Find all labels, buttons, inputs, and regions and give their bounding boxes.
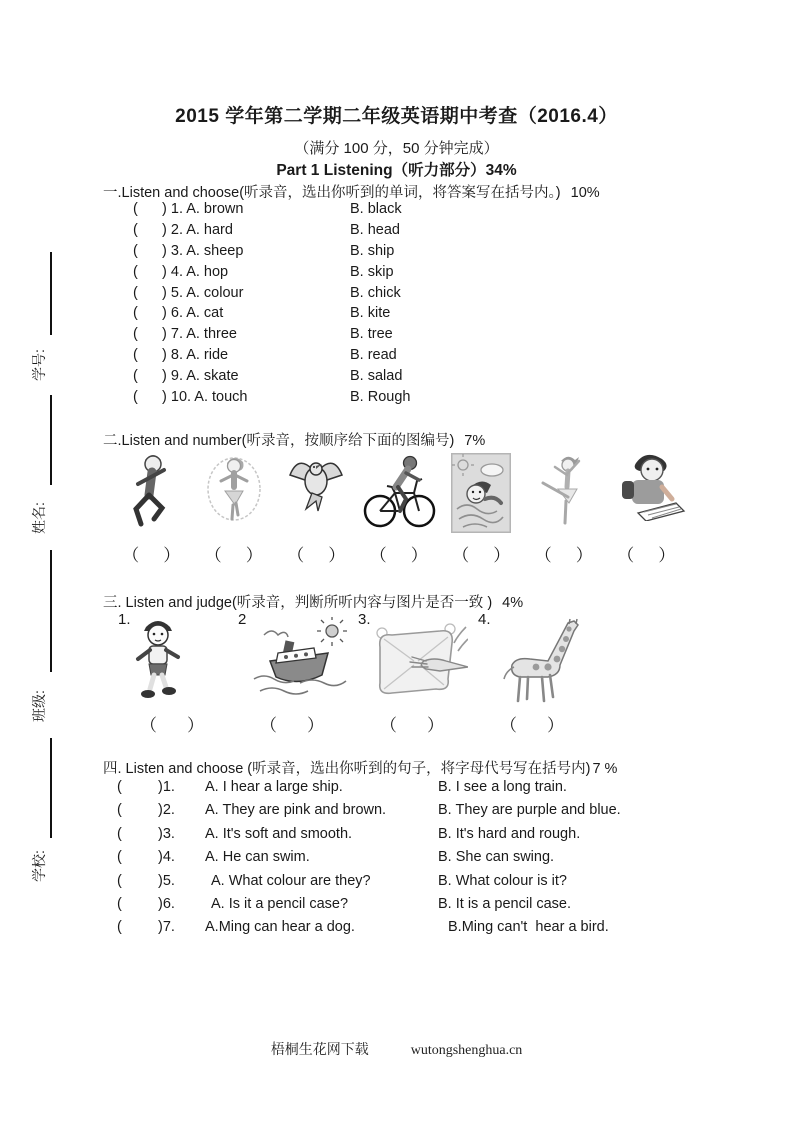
item-number: 4. — [170, 263, 183, 280]
section3-heading — [103, 591, 523, 612]
section2-heading-text: 二.Listen and number(听录音，按顺序给下面的图编号) — [103, 433, 455, 449]
answer-blank-open[interactable]: ( — [117, 779, 122, 795]
answer-blank[interactable] — [232, 711, 352, 736]
blank-close: ） — [658, 546, 676, 565]
s1-item-6 — [103, 305, 703, 326]
answer-blank-close: ) — [158, 802, 163, 819]
option-a: A. He can swim. — [205, 849, 310, 866]
school-blank-line — [50, 738, 52, 838]
picture-cell — [358, 453, 441, 535]
option-b: B. chick — [350, 284, 401, 301]
option-b: B. What colour is it? — [438, 872, 567, 889]
option-a: A. colour — [186, 284, 244, 301]
section1-heading — [103, 181, 600, 202]
student-name-blank-line — [50, 395, 52, 485]
s4-item-4 — [103, 849, 723, 872]
blank-open: （ — [452, 546, 470, 565]
item-number: 6. — [170, 305, 183, 322]
item-number: 1. — [170, 201, 183, 217]
part1-header: Part 1 Listening（听力部分）34% — [276, 162, 517, 179]
boy-writing-at-desk-image — [606, 453, 686, 521]
item-number: 3. — [162, 825, 175, 842]
blank-close: ） — [427, 716, 444, 735]
section4-heading-text: 四. Listen and choose (听录音，选出你听到的句子，将字母代号写在括号内) — [103, 761, 591, 777]
item-number: 2. — [162, 802, 175, 819]
picture-cell — [112, 611, 232, 711]
footer-site-name: 梧桐生花网下载 — [270, 1043, 369, 1058]
option-a: A. I hear a large ship. — [205, 779, 343, 795]
class-blank-line — [50, 550, 52, 672]
option-a: A. It's soft and smooth. — [205, 825, 353, 842]
answer-blank-close: ) — [158, 825, 163, 842]
student-name-label: 姓名: — [31, 502, 47, 534]
answer-blank-close: ) — [162, 284, 167, 301]
answer-blank[interactable] — [440, 541, 523, 566]
picture-cell — [275, 453, 358, 535]
item-number: 6. — [162, 895, 175, 912]
blank-close: ） — [547, 716, 564, 735]
picture-cell — [523, 453, 606, 535]
option-b: B. She can swing. — [438, 849, 555, 866]
option-b: B. ship — [350, 242, 395, 259]
blank-close: ） — [493, 546, 511, 565]
s4-item-1 — [103, 779, 723, 802]
answer-blank-open[interactable]: ( — [133, 221, 138, 238]
blank-close: ） — [163, 546, 181, 565]
section3-heading-text: 三. Listen and judge(听录音，判断所听内容与图片是否一致 ) — [103, 595, 493, 611]
picture-cell — [605, 453, 688, 535]
section1-score: 10% — [570, 185, 600, 201]
answer-blank-open[interactable]: ( — [117, 895, 122, 912]
section4-heading — [103, 757, 617, 778]
answer-blank-open[interactable]: ( — [133, 305, 138, 322]
item-number: 9. — [170, 368, 183, 385]
s4-item-6 — [103, 896, 723, 919]
option-b: B. I see a long train. — [438, 779, 567, 795]
option-b: B. skip — [350, 263, 394, 280]
answer-blank[interactable] — [352, 711, 472, 736]
class-label: 班级: — [31, 690, 47, 722]
option-b: B. It's hard and rough. — [438, 825, 581, 842]
answer-blank-open[interactable]: ( — [133, 284, 138, 301]
option-b: B.Ming can't hear a bird. — [448, 919, 609, 936]
answer-blank-open[interactable]: ( — [117, 849, 122, 866]
steamship-and-sun-image — [250, 617, 350, 705]
answer-blank-close: ) — [158, 919, 163, 936]
footer-site-url: wutongshenghua.cn — [410, 1043, 523, 1058]
s1-item-2 — [103, 222, 703, 243]
student-id-label: 学号: — [31, 349, 47, 381]
answer-blank[interactable] — [193, 541, 276, 566]
blank-close: ） — [410, 546, 428, 565]
item-number: 7. — [162, 919, 175, 936]
blank-open: （ — [534, 546, 552, 565]
s1-item-3 — [103, 243, 703, 264]
item-number: 8. — [170, 347, 183, 364]
item-number: 2 — [238, 611, 247, 628]
answer-blank-open[interactable]: ( — [133, 201, 138, 217]
section4-score: 7 % — [592, 761, 618, 777]
section3-picture-row — [112, 611, 672, 711]
blank-open: （ — [617, 546, 635, 565]
answer-blank-close: ) — [162, 326, 167, 343]
blank-open: （ — [260, 716, 277, 735]
answer-blank-open[interactable]: ( — [133, 263, 138, 280]
running-boy-with-cap-image — [130, 617, 188, 705]
girl-swimming-image — [451, 453, 511, 533]
picture-cell — [472, 611, 592, 711]
answer-blank[interactable] — [605, 541, 688, 566]
s4-item-3 — [103, 826, 723, 849]
answer-blank-open[interactable]: ( — [133, 326, 138, 343]
option-b: B. head — [350, 221, 400, 238]
exam-subtitle: （满分 100 分，50 分钟完成） — [294, 140, 499, 157]
answer-blank-open[interactable]: ( — [133, 242, 138, 259]
answer-blank-close: ) — [162, 347, 167, 364]
blank-open: （ — [500, 716, 517, 735]
answer-blank-open[interactable]: ( — [117, 802, 122, 819]
s1-item-10 — [103, 389, 703, 410]
answer-blank[interactable] — [472, 711, 592, 736]
picture-cell — [352, 611, 472, 711]
blank-close: ） — [187, 716, 204, 735]
picture-cell — [110, 453, 193, 535]
picture-cell — [232, 611, 352, 711]
answer-blank-open[interactable]: ( — [117, 919, 122, 936]
answer-blank-open[interactable]: ( — [133, 368, 138, 385]
answer-blank-close: ) — [162, 263, 167, 280]
item-number: 5. — [162, 872, 175, 889]
item-number: 1. — [162, 779, 175, 795]
s4-item-5 — [103, 873, 723, 896]
option-b: B. kite — [350, 305, 391, 322]
blank-open: （ — [369, 546, 387, 565]
answer-blank[interactable] — [110, 541, 193, 566]
option-a: A. hop — [186, 263, 229, 280]
section1-heading-text: 一.Listen and choose(听录音，选出你听到的单词，将答案写在括号内。) — [103, 185, 561, 201]
hand-touching-pillow-image — [370, 617, 468, 701]
school-label: 学校: — [31, 850, 47, 882]
answer-blank[interactable] — [358, 541, 441, 566]
answer-blank[interactable] — [112, 711, 232, 736]
answer-blank-close: ) — [162, 221, 167, 238]
answer-blank[interactable] — [275, 541, 358, 566]
running-boy-image — [125, 453, 177, 531]
page-title: 2015 学年第二学期二年级英语期中考查（2016.4） — [175, 106, 618, 127]
item-number: 3. — [358, 611, 371, 628]
answer-blank-close: ) — [158, 872, 163, 889]
s1-item-1 — [103, 201, 703, 222]
giraffe-image — [490, 617, 590, 707]
s1-item-5 — [103, 285, 703, 306]
option-a: A. skate — [186, 368, 239, 385]
option-a: A. brown — [186, 201, 244, 217]
picture-cell — [193, 453, 276, 535]
s1-item-4 — [103, 264, 703, 285]
section2-answer-blanks — [110, 541, 688, 566]
blank-close: ） — [575, 546, 593, 565]
option-a: A. sheep — [186, 242, 244, 259]
section1-items — [103, 201, 703, 410]
answer-blank-close: ) — [162, 305, 167, 322]
option-a: A. three — [186, 326, 237, 343]
answer-blank-close: ) — [162, 368, 167, 385]
item-number: 1. — [118, 611, 131, 628]
blank-close: ） — [307, 716, 324, 735]
item-number: 4. — [162, 849, 175, 866]
flying-bird-image — [284, 453, 348, 515]
page-footer — [0, 1039, 793, 1059]
answer-blank-open[interactable]: ( — [117, 825, 122, 842]
section2-heading — [103, 429, 485, 450]
answer-blank-open[interactable]: ( — [133, 347, 138, 364]
item-number: 3. — [170, 242, 183, 259]
picture-cell — [440, 453, 523, 535]
option-a: A. cat — [186, 305, 224, 322]
option-a: A. hard — [186, 221, 233, 238]
option-b: B. They are purple and blue. — [438, 802, 621, 819]
blank-open: （ — [122, 546, 140, 565]
option-a: A.Ming can hear a dog. — [205, 919, 355, 936]
answer-blank-close: ) — [162, 242, 167, 259]
answer-blank-open[interactable]: ( — [117, 872, 122, 889]
section4-items — [103, 779, 723, 943]
s4-item-7 — [103, 919, 723, 942]
section3-answer-blanks — [112, 711, 672, 736]
section2-score: 7% — [464, 433, 486, 449]
blank-close: ） — [328, 546, 346, 565]
answer-blank-close: ) — [158, 779, 163, 795]
rope-skipping-girl-image — [205, 453, 263, 523]
option-a: A. ride — [186, 347, 229, 364]
section3-score: 4% — [502, 595, 524, 611]
option-b: B. black — [350, 201, 402, 217]
s1-item-8 — [103, 347, 703, 368]
blank-open: （ — [204, 546, 222, 565]
answer-blank-close: ) — [158, 895, 163, 912]
blank-open: （ — [287, 546, 305, 565]
option-b: B. read — [350, 347, 397, 364]
item-number: 10. — [170, 389, 192, 406]
answer-blank-close: ) — [162, 389, 167, 406]
item-number: 7. — [170, 326, 183, 343]
section2-picture-row — [110, 453, 688, 535]
option-a: A. Is it a pencil case? — [211, 895, 349, 912]
s1-item-7 — [103, 326, 703, 347]
option-b: B. Rough — [350, 389, 411, 406]
blank-open: （ — [140, 716, 157, 735]
dancing-girl-image — [535, 453, 593, 529]
answer-blank[interactable] — [523, 541, 606, 566]
option-b: B. salad — [350, 368, 403, 385]
answer-blank-open[interactable]: ( — [133, 389, 138, 406]
answer-blank-close: ) — [158, 849, 163, 866]
blank-open: （ — [380, 716, 397, 735]
item-number: 2. — [170, 221, 183, 238]
blank-close: ） — [245, 546, 263, 565]
student-id-blank-line — [50, 252, 52, 335]
option-a: A. touch — [194, 389, 248, 406]
option-b: B. tree — [350, 326, 393, 343]
s4-item-2 — [103, 802, 723, 825]
item-number: 5. — [170, 284, 183, 301]
option-b: B. It is a pencil case. — [438, 895, 571, 912]
s1-item-9 — [103, 368, 703, 389]
option-a: A. What colour are they? — [211, 872, 371, 889]
item-number: 4. — [478, 611, 491, 628]
answer-blank-close: ) — [162, 201, 167, 217]
option-a: A. They are pink and brown. — [205, 802, 387, 819]
boy-riding-bicycle-image — [362, 453, 436, 529]
